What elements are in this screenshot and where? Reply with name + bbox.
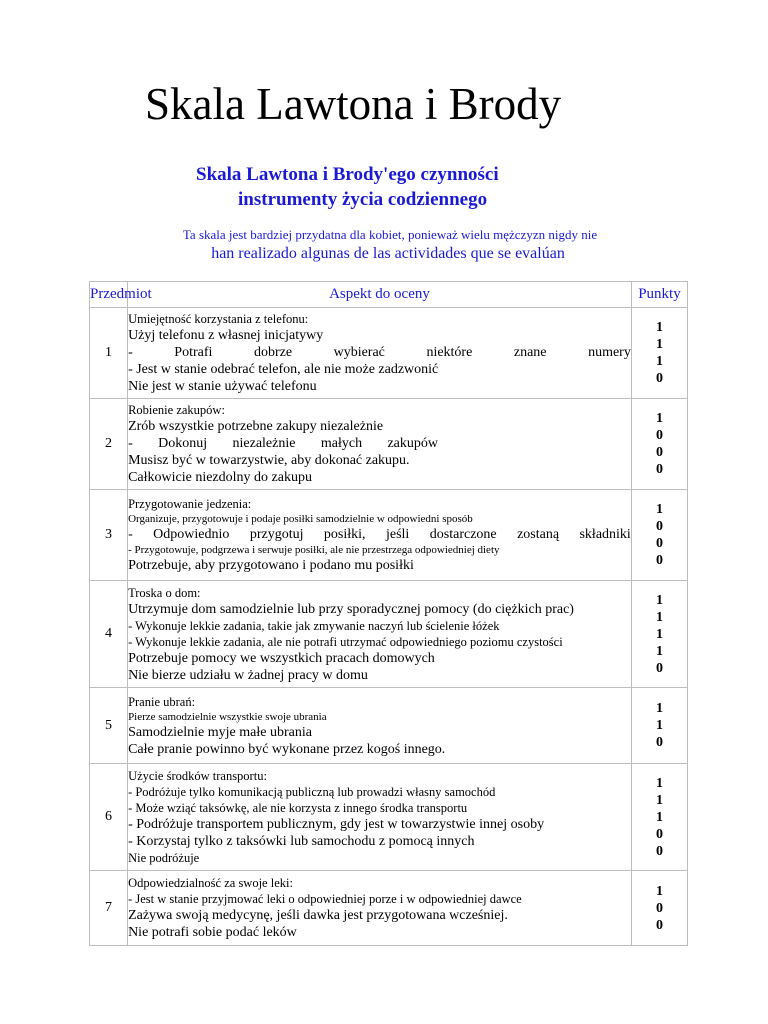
table-row (90, 399, 688, 490)
row-option: - Dokonuj niezależnie małych zakupów (128, 436, 439, 451)
point-value: 0 (655, 462, 663, 477)
table-row (90, 490, 688, 581)
row-option: - Odpowiednio przygotuj posiłki, jeśli dostarczone zostaną składniki (128, 527, 631, 542)
point-value: 0 (655, 536, 663, 551)
row-description (128, 399, 632, 490)
row-number: 2 (90, 399, 128, 490)
row-option: - Może wziąć taksówkę, ale nie korzysta z innego środka transportu (128, 801, 468, 815)
row-heading: Pranie ubrań: (128, 694, 196, 709)
row-option: Potrzebuje, aby przygotowano i podano mu posiłki (128, 558, 414, 573)
row-option: - Wykonuje lekkie zadania, takie jak zmywanie naczyń lub ścielenie łóżek (128, 618, 500, 633)
row-option: Nie jest w stanie używać telefonu (128, 379, 317, 394)
point-value: 1 (655, 609, 663, 625)
point-value: 1 (655, 718, 663, 733)
point-value: 0 (655, 917, 663, 933)
row-option: Samodzielnie myje małe ubrania (128, 724, 312, 740)
point-value: 0 (655, 428, 663, 443)
row-points (631, 399, 687, 490)
row-option: Nie bierze udziału w żadnej pracy w domu (128, 667, 368, 683)
row-points (631, 490, 687, 581)
row-number: 7 (90, 871, 128, 946)
row-option: - Potrafi dobrze wybierać niektóre znane numery (128, 345, 631, 360)
point-value: 0 (655, 900, 663, 916)
row-option: - Podróżuje tylko komunikacją publiczną lub prowadzi własny samochód (128, 785, 496, 799)
point-value: 0 (655, 371, 663, 386)
subtitle-line-2: instrumenty życia codziennego (238, 189, 488, 210)
point-value: 1 (655, 701, 663, 716)
row-number: 1 (90, 308, 128, 399)
row-heading: Odpowiedzialność za swoje leki: (128, 876, 293, 890)
row-option: - Przygotowuje, podgrzewa i serwuje posiłki, ale nie przestrzega odpowiedniej diety (128, 544, 500, 556)
point-value: 1 (655, 792, 663, 808)
intro-note-line-1: Ta skala jest bardziej przydatna dla kobiet, ponieważ wielu mężczyzn nigdy nie (182, 227, 598, 242)
row-option: - Jest w stanie przyjmować leki o odpowiedniej porze i w odpowiedniej dawce (128, 892, 522, 906)
point-value: 1 (655, 626, 663, 642)
row-option: Musisz być w towarzystwie, aby dokonać zakupu. (128, 453, 410, 468)
point-value: 0 (655, 735, 663, 750)
point-value: 1 (655, 809, 663, 825)
row-number: 3 (90, 490, 128, 581)
row-heading: Przygotowanie jedzenia: (128, 497, 252, 511)
point-value: 0 (655, 553, 663, 568)
row-option: Pierze samodzielnie wszystkie swoje ubrania (128, 710, 327, 723)
point-value: 0 (655, 826, 663, 842)
table-row (90, 764, 688, 871)
row-option: Użyj telefonu z własnej inicjatywy (128, 328, 324, 343)
row-option: - Jest w stanie odebrać telefon, ale nie może zadzwonić (128, 362, 439, 377)
row-description (128, 581, 632, 688)
subtitle-line-1: Skala Lawtona i Brody'ego czynności (196, 164, 499, 185)
row-description (128, 688, 632, 764)
table-row (90, 308, 688, 399)
column-header-item: Przedmiot (90, 282, 128, 308)
subtitle (0, 162, 768, 212)
row-option: Całe pranie powinno być wykonane przez kogoś innego. (128, 741, 446, 757)
row-description (128, 490, 632, 581)
row-heading: Umiejętność korzystania z telefonu: (128, 312, 309, 326)
point-value: 0 (655, 843, 663, 859)
row-points (631, 581, 687, 688)
row-description (128, 764, 632, 871)
row-number: 5 (90, 688, 128, 764)
row-description (128, 871, 632, 946)
point-value: 0 (655, 445, 663, 460)
table-row (90, 871, 688, 946)
table-row (90, 688, 688, 764)
page-title: Skala Lawtona i Brody (145, 79, 562, 129)
point-value: 0 (655, 660, 663, 676)
row-option: Organizuje, przygotowuje i podaje posiłki samodzielnie w odpowiedni sposób (128, 513, 473, 525)
point-value: 1 (655, 337, 663, 352)
row-option: Zrób wszystkie potrzebne zakupy niezależnie (128, 419, 384, 434)
row-number: 4 (90, 581, 128, 688)
row-points (631, 764, 687, 871)
row-description (128, 308, 632, 399)
row-points (631, 308, 687, 399)
row-option: Nie potrafi sobie podać leków (128, 925, 297, 940)
row-points (631, 871, 687, 946)
point-value: 1 (655, 643, 663, 659)
lawton-brody-table (89, 281, 688, 946)
row-number: 6 (90, 764, 128, 871)
point-value: 0 (655, 519, 663, 534)
table-header-row (90, 282, 688, 308)
intro-note-line-2: han realizado algunas de las actividades que se evalúan (211, 245, 565, 262)
point-value: 1 (655, 354, 663, 369)
row-heading: Troska o dom: (128, 585, 201, 600)
row-option: - Podróżuje transportem publicznym, gdy jest w towarzystwie innej osoby (128, 817, 545, 832)
point-value: 1 (655, 775, 663, 791)
row-option: - Korzystaj tylko z taksówki lub samochodu z pomocą innych (128, 834, 475, 849)
row-heading: Robienie zakupów: (128, 403, 225, 417)
row-heading: Użycie środków transportu: (128, 769, 267, 783)
row-option: Zażywa swoją medycynę, jeśli dawka jest przygotowana wcześniej. (128, 908, 508, 923)
point-value: 1 (655, 502, 663, 517)
point-value: 1 (655, 592, 663, 608)
row-option: Utrzymuje dom samodzielnie lub przy sporadycznej pomocy (do ciężkich prac) (128, 601, 574, 617)
row-points (631, 688, 687, 764)
row-option: Całkowicie niezdolny do zakupu (128, 470, 312, 485)
point-value: 1 (655, 883, 663, 899)
row-option: - Wykonuje lekkie zadania, ale nie potrafi utrzymać odpowiedniego poziomu czystości (128, 634, 563, 649)
table-row (90, 581, 688, 688)
column-header-points: Punkty (631, 282, 687, 308)
point-value: 1 (655, 320, 663, 335)
row-option: Nie podróżuje (128, 851, 200, 865)
column-header-aspect: Aspekt do oceny (128, 282, 632, 308)
point-value: 1 (655, 411, 663, 426)
row-option: Potrzebuje pomocy we wszystkich pracach domowych (128, 650, 435, 666)
